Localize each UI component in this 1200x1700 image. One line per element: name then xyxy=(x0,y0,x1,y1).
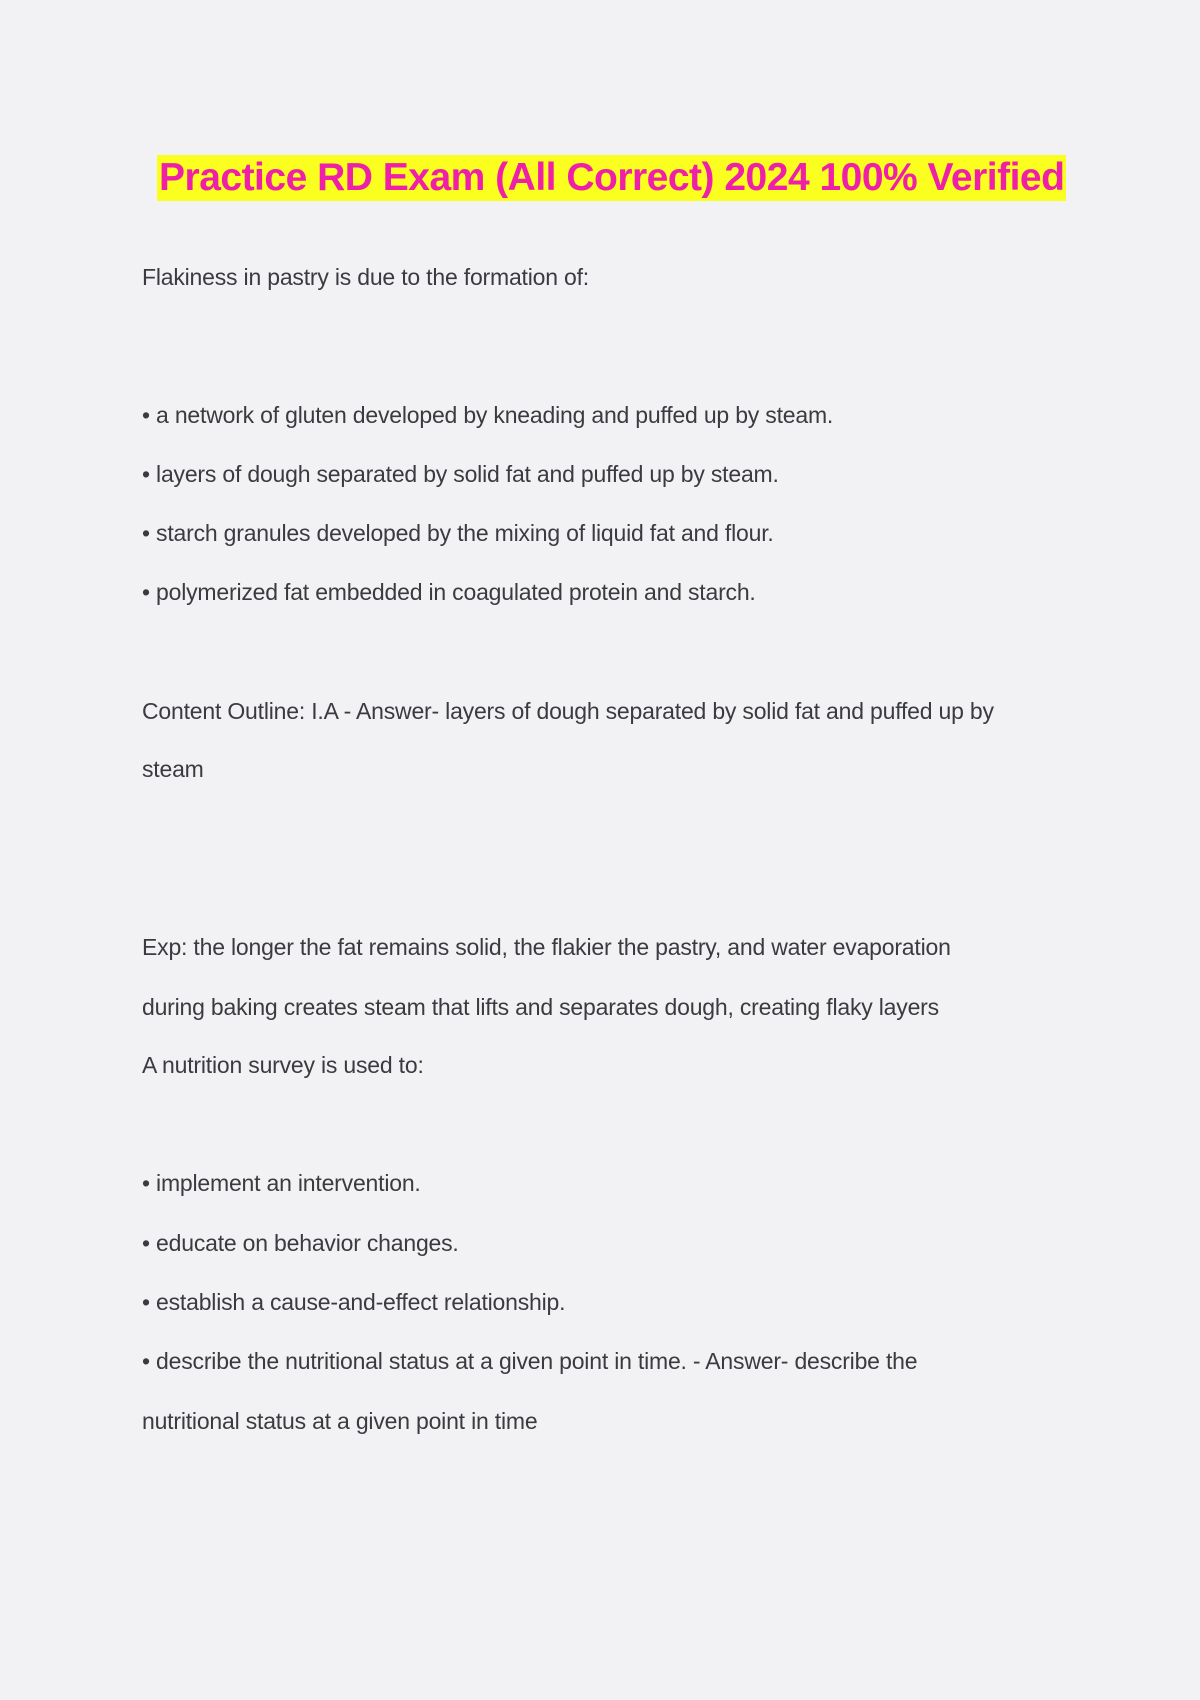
q1-option-d: • polymerized fat embedded in coagulated protein and starch. xyxy=(142,579,756,605)
q1-answer-line-1: Content Outline: I.A - Answer- layers of dough separated by solid fat and puffed up by xyxy=(142,698,994,724)
question-1-text: Flakiness in pastry is due to the formation of: xyxy=(142,264,589,290)
q2-option-b: • educate on behavior changes. xyxy=(142,1230,459,1256)
q1-option-c: • starch granules developed by the mixing of liquid fat and flour. xyxy=(142,520,774,546)
document-title: Practice RD Exam (All Correct) 2024 100% Verified xyxy=(159,156,1065,199)
q2-option-c: • establish a cause-and-effect relationship. xyxy=(142,1289,566,1315)
q1-answer-line-2: steam xyxy=(142,756,204,782)
question-2-text: A nutrition survey is used to: xyxy=(142,1052,424,1078)
q1-explanation-line-1: Exp: the longer the fat remains solid, the flakier the pastry, and water evaporation xyxy=(142,934,951,960)
q2-option-a: • implement an intervention. xyxy=(142,1170,421,1196)
q1-explanation-line-2: during baking creates steam that lifts and separates dough, creating flaky layers xyxy=(142,994,939,1020)
q2-option-d: • describe the nutritional status at a given point in time. - Answer- describe the xyxy=(142,1348,918,1374)
q1-option-a: • a network of gluten developed by kneading and puffed up by steam. xyxy=(142,402,834,428)
q2-answer-line-2: nutritional status at a given point in time xyxy=(142,1408,538,1434)
q1-option-b: • layers of dough separated by solid fat and puffed up by steam. xyxy=(142,461,779,487)
